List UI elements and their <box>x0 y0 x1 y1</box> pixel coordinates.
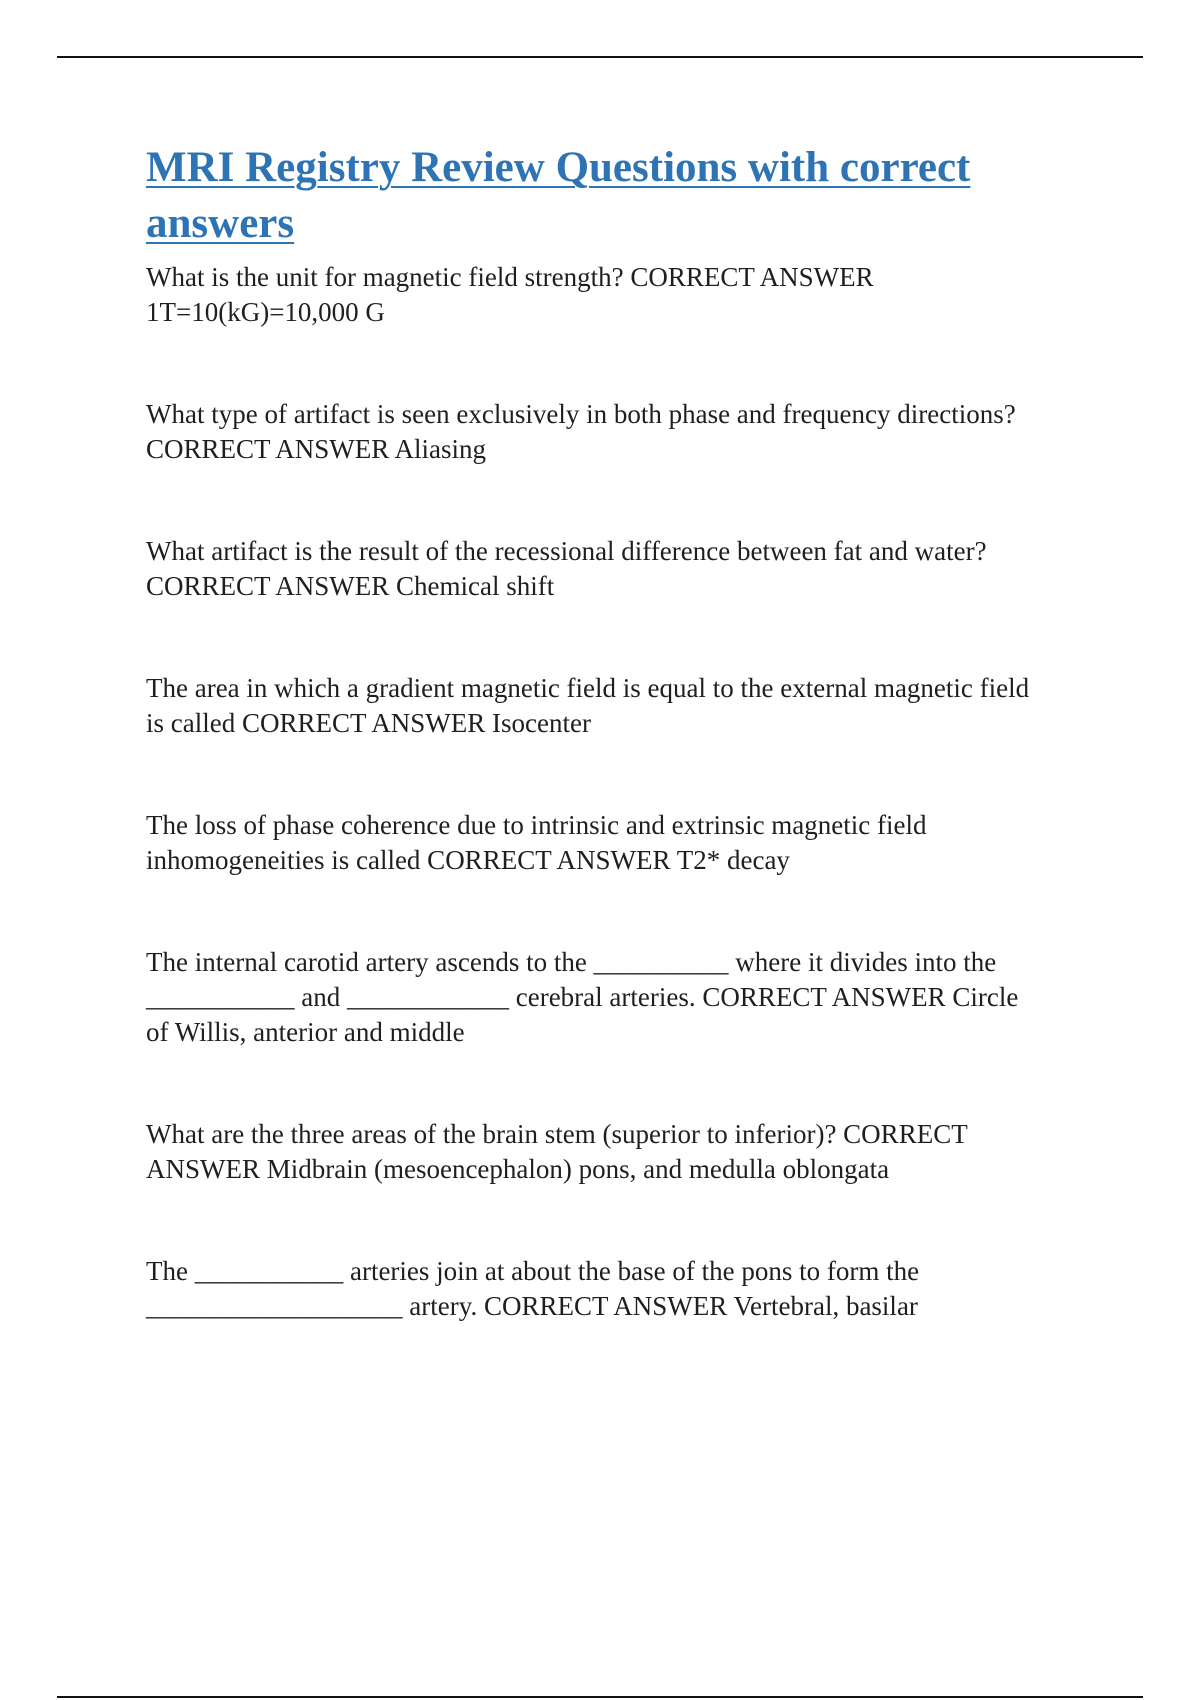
document-page <box>146 140 1086 1324</box>
qa-item: What is the unit for magnetic field strength? CORRECT ANSWER 1T=10(kG)=10,000 G <box>146 262 874 327</box>
qa-item: What are the three areas of the brain stem (superior to inferior)? CORRECT ANSWER Midbrain (mesoencephalon) pons, and medulla oblongata <box>146 1119 968 1184</box>
header-rule <box>57 56 1143 58</box>
footer-rule <box>57 1696 1143 1698</box>
qa-item: What artifact is the result of the recessional difference between fat and water? CORRECT ANSWER Chemical shift <box>146 536 987 601</box>
document-title: MRI Registry Review Questions with correct answers <box>146 144 971 247</box>
qa-item: The internal carotid artery ascends to the __________ where it divides into the ___________ and ____________ cerebral arteries. CORRECT ANSWER Circle of Willis, anterior and middle <box>146 947 1019 1047</box>
qa-item: The ___________ arteries join at about the base of the pons to form the ___________________ artery. CORRECT ANSWER Vertebral, basilar <box>146 1256 920 1321</box>
qa-item: What type of artifact is seen exclusively in both phase and frequency directions? CORRECT ANSWER Aliasing <box>146 399 1016 464</box>
qa-item: The area in which a gradient magnetic field is equal to the external magnetic field is called CORRECT ANSWER Isocenter <box>146 673 1030 738</box>
qa-item: The loss of phase coherence due to intrinsic and extrinsic magnetic field inhomogeneities is called CORRECT ANSWER T2* decay <box>146 810 927 875</box>
